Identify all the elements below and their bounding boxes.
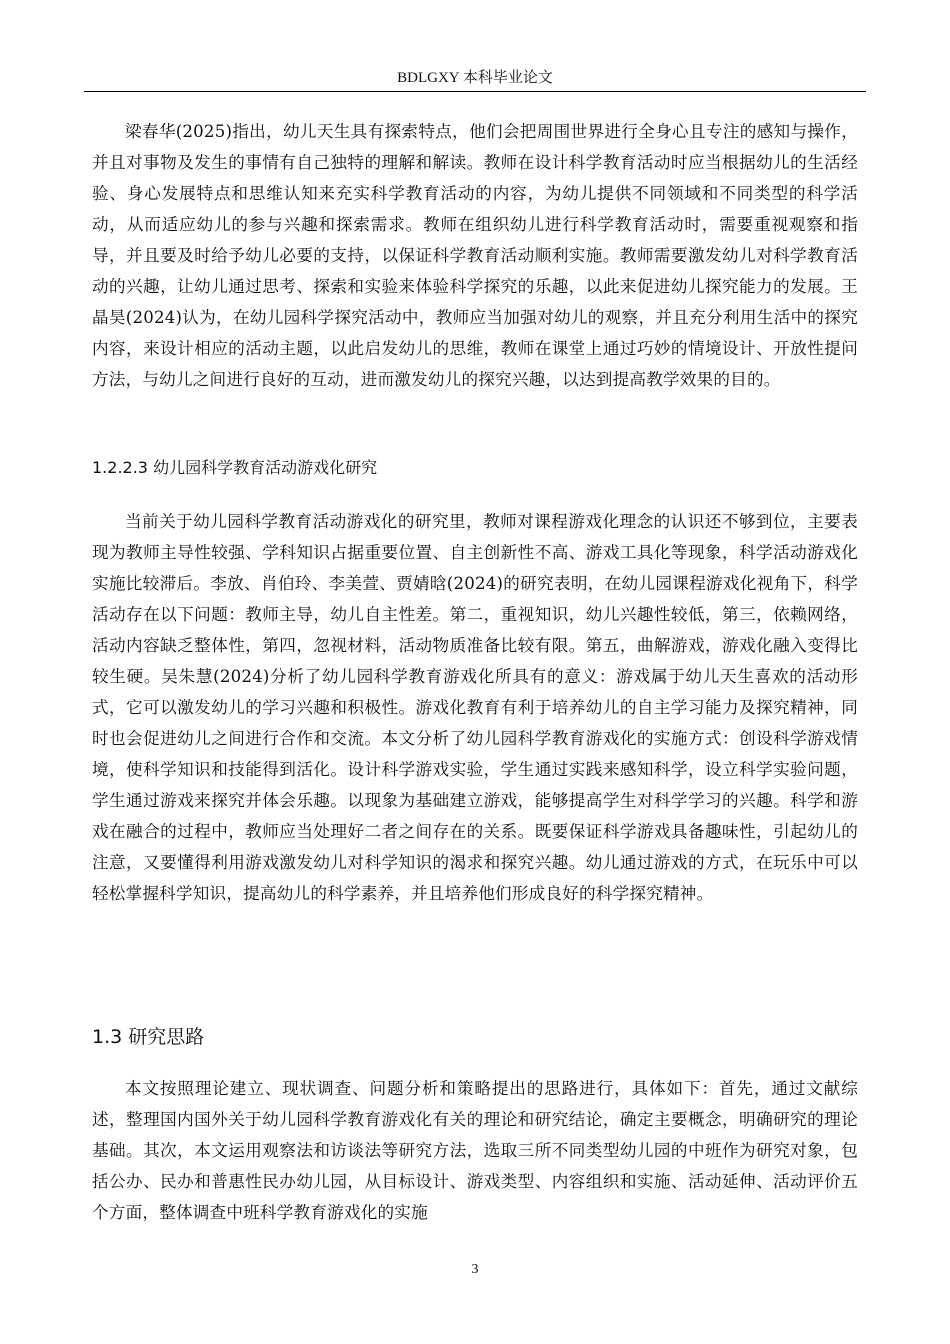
page-number: 3 bbox=[471, 1262, 479, 1277]
section-heading-1-3: 1.3 研究思路 bbox=[92, 1026, 205, 1048]
body-paragraph-3: 本文按照理论建立、现状调查、问题分析和策略提出的思路进行，具体如下：首先，通过文献综述，整理国内国外关于幼儿园科学教育游戏化有关的理论和研究结论，确定主要概念，明确研究的理论基础。其次，本文运用观察法和访谈法等研究方法，选取三所不同类型幼儿园的中班作为研究对象，包括公办、民办和普惠性民办幼儿园，从目标设计、游戏类型、内容组织和实施、活动延伸、活动评价五个方面，整体调查中班科学教育游戏化的实施 bbox=[92, 1079, 858, 1222]
body-paragraph-2: 当前关于幼儿园科学教育活动游戏化的研究里，教师对课程游戏化理念的认识还不够到位，主要表现为教师主导性较强、学科知识占据重要位置、自主创新性不高、游戏工具化等现象，科学活动游戏化实施比较滞后。李放、肖伯玲、李美萱、贾婧晗(2024)的研究表明，在幼儿园课程游戏化视角下，科学活动存在以下问题：教师主导，幼儿自主性差。第二，重视知识，幼儿兴趣性较低，第三，依赖网络，活动内容缺乏整体性，第四，忽视材料，活动物质准备比较有限。第五，曲解游戏，游戏化融入变得比较生硬。吴朱慧(2024)分析了幼儿园科学教育游戏化所具有的意义：游戏属于幼儿天生喜欢的活动形式，它可以激发幼儿的学习兴趣和积极性。游戏化教育有利于培养幼儿的自主学习能力及探究精神，同时也会促进幼儿之间进行合作和交流。本文分析了幼儿园科学教育游戏化的实施方式：创设科学游戏情境，使科学知识和技能得到活化。设计科学游戏实验，学生通过实践来感知科学，设立科学实验问题，学生通过游戏来探究并体会乐趣。以现象为基础建立游戏，能够提高学生对科学学习的兴趣。科学和游戏在融合的过程中，教师应当处理好二者之间存在的关系。既要保证科学游戏具备趣味性，引起幼儿的注意，又要懂得利用游戏激发幼儿对科学知识的渴求和探究兴趣。幼儿通过游戏的方式，在玩乐中可以轻松掌握科学知识，提高幼儿的科学素养，并且培养他们形成良好的科学探究精神。 bbox=[92, 512, 858, 903]
page-header: BDLGXY 本科毕业论文 bbox=[397, 70, 553, 86]
body-paragraph-1: 梁春华(2025)指出，幼儿天生具有探索特点，他们会把周围世界进行全身心且专注的感知与操作，并且对事物及发生的事情有自己独特的理解和解读。教师在设计科学教育活动时应当根据幼儿的生活经验、身心发展特点和思维认知来充实科学教育活动的内容，为幼儿提供不同领域和不同类型的科学活动，从而适应幼儿的参与兴趣和探索需求。教师在组织幼儿进行科学教育活动时，需要重视观察和指导，并且要及时给予幼儿必要的支持，以保证科学教育活动顺利实施。教师需要激发幼儿对科学教育活动的兴趣，让幼儿通过思考、探索和实验来体验科学探究的乐趣，以此来促进幼儿探究能力的发展。王晶昊(2024)认为，在幼儿园科学探究活动中，教师应当加强对幼儿的观察，并且充分利用生活中的探究内容，来设计相应的活动主题，以此启发幼儿的思维，教师在课堂上通过巧妙的情境设计、开放性提问方法，与幼儿之间进行良好的互动，进而激发幼儿的探究兴趣，以达到提高教学效果的目的。 bbox=[92, 122, 858, 389]
section-heading-1-2-2-3: 1.2.2.3 幼儿园科学教育活动游戏化研究 bbox=[92, 458, 378, 477]
header-rule bbox=[84, 91, 866, 92]
